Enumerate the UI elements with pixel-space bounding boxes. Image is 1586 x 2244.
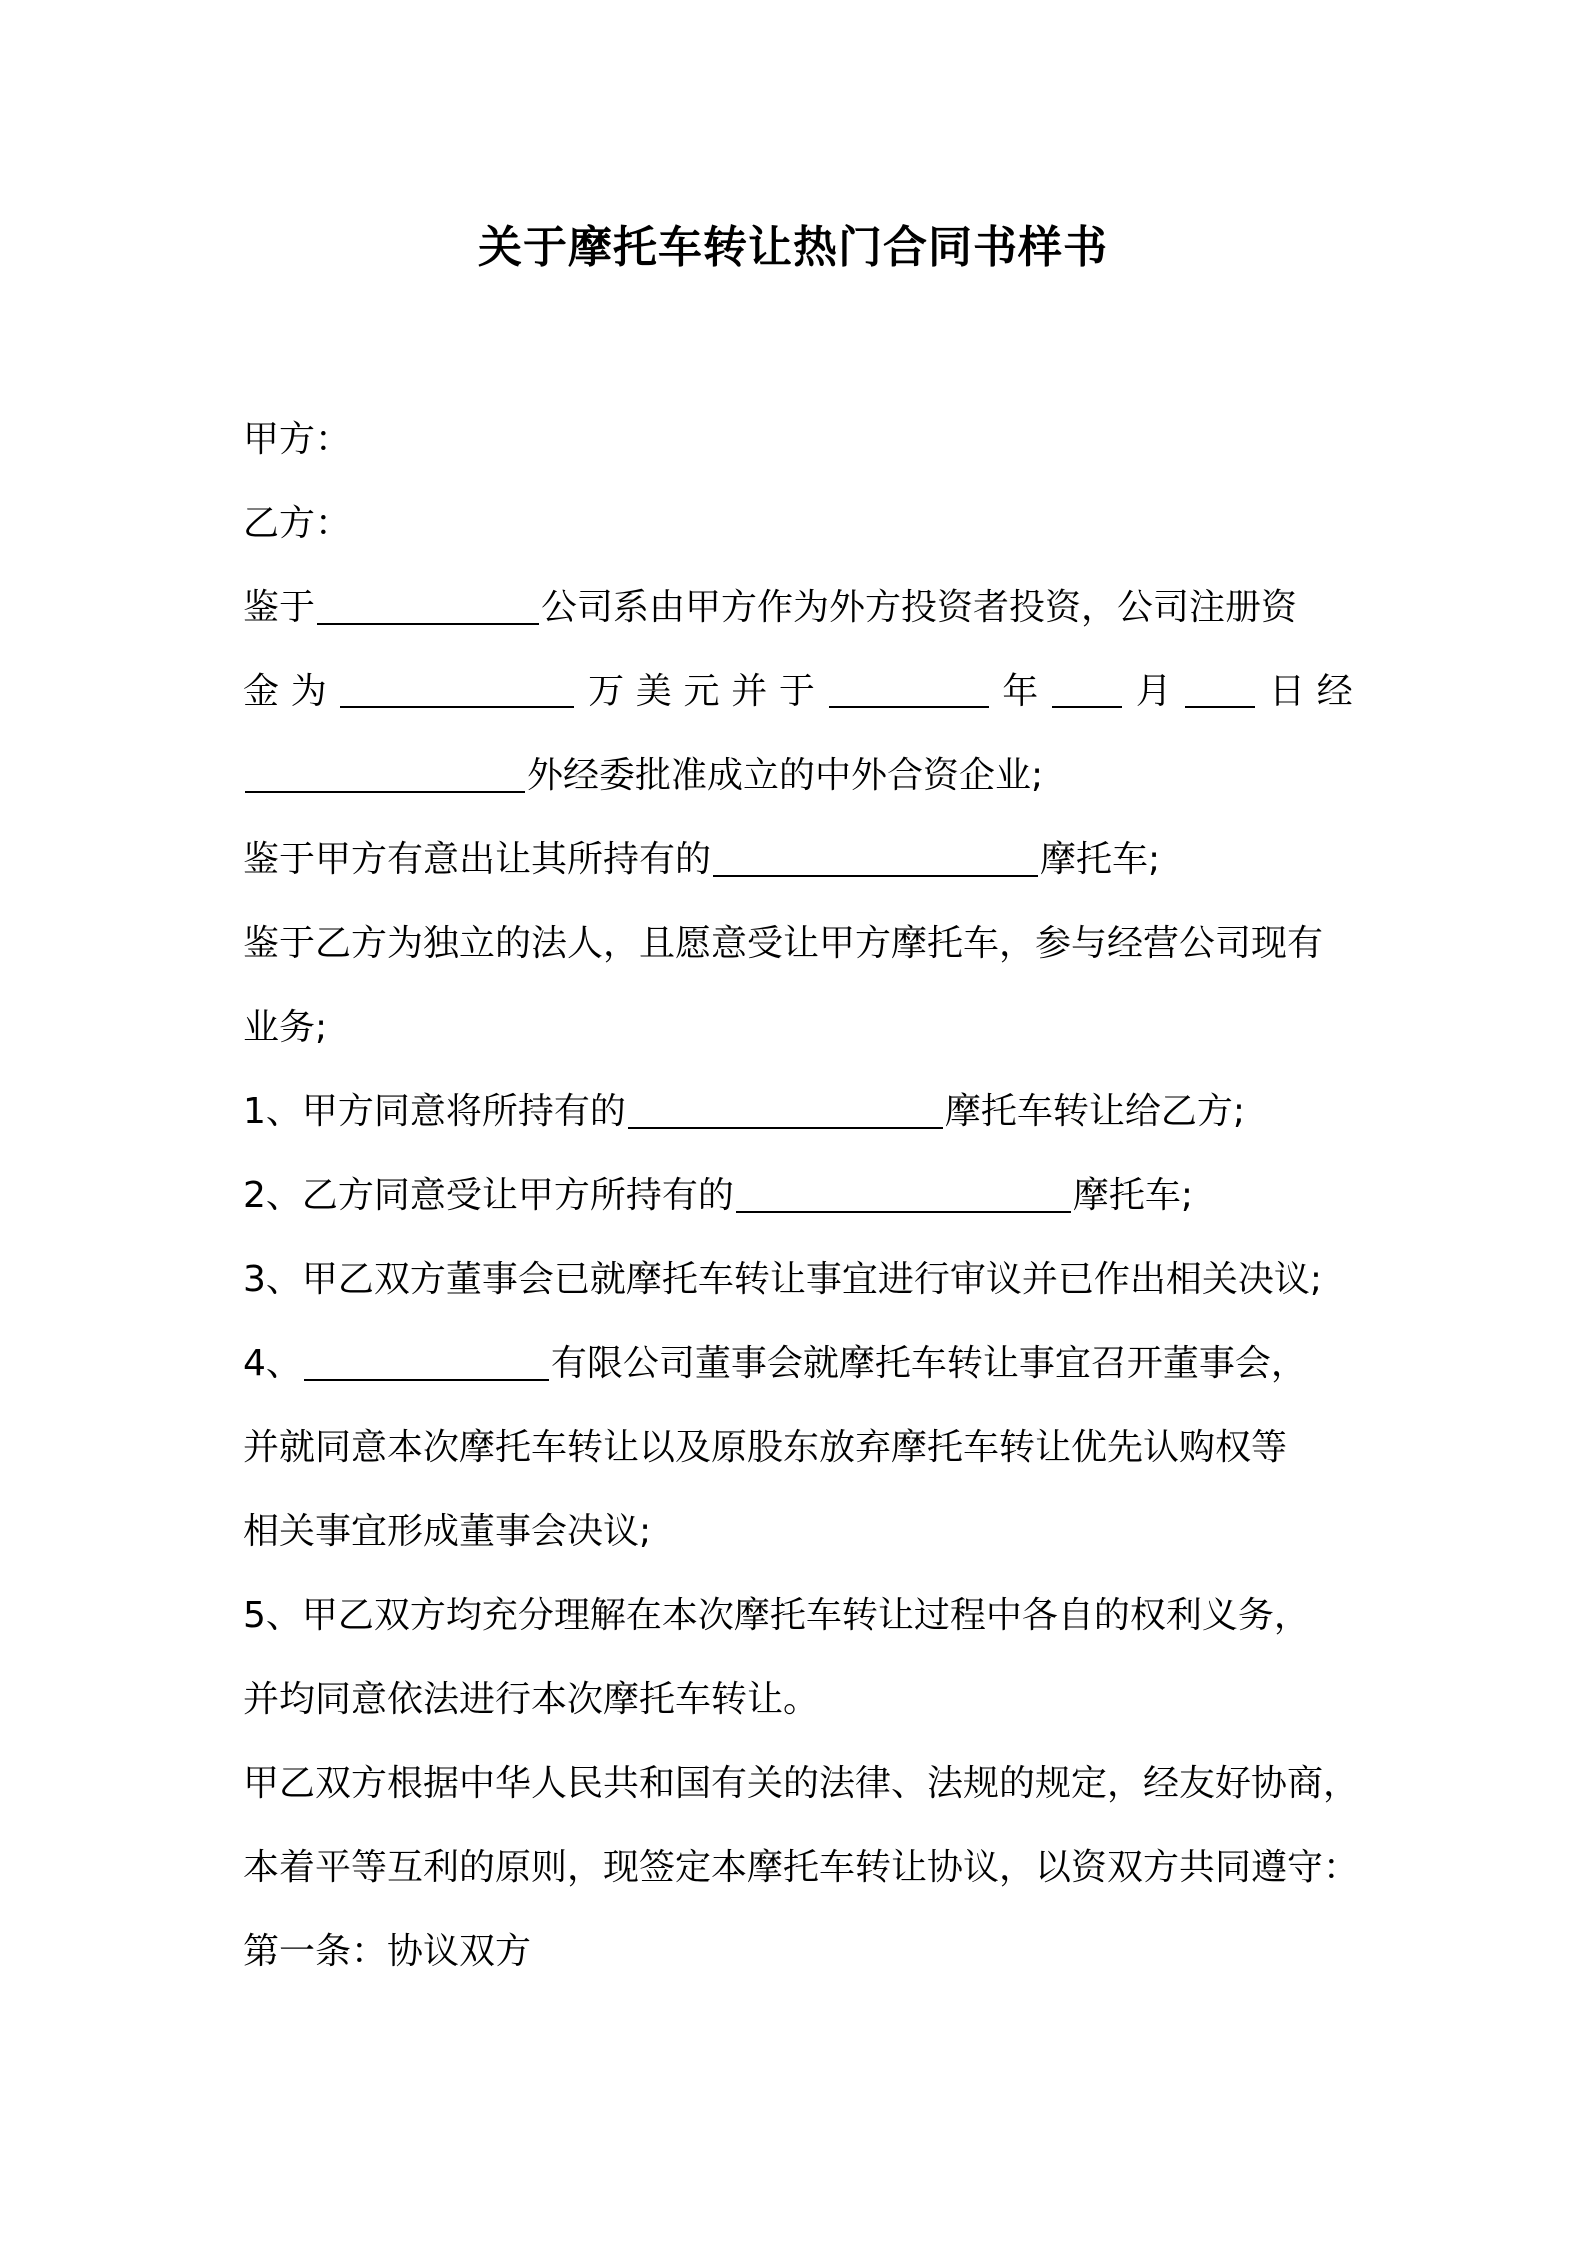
motorcycle-blank-2[interactable]: [628, 1097, 943, 1129]
clause-2: 2、乙方同意受让甲方所持有的 摩托车;: [243, 1175, 1194, 1216]
day-blank[interactable]: [1185, 676, 1255, 708]
recital-1-line-1: [243, 566, 1353, 650]
recital-1-prefix: 鉴于: [243, 587, 316, 628]
recital-3-line-1: 鉴于乙方为独立的法人，且愿意受让甲方摩托车，参与经营公司现有: [243, 923, 1324, 964]
document-body: [243, 398, 1360, 1994]
recital-2: 鉴于甲方有意出让其所持有的 摩托车;: [243, 839, 1161, 880]
clause-5-line-2: 并均同意依法进行本次摩托车转让。: [243, 1679, 820, 1720]
party-a-label: 甲方：: [243, 419, 352, 460]
capital-amount-blank[interactable]: [340, 676, 574, 708]
clause-1: 1、甲方同意将所持有的 摩托车转让给乙方;: [243, 1091, 1246, 1132]
recital-3-line-2: 业务;: [243, 1007, 328, 1048]
article-1-heading: 第一条：协议双方: [243, 1931, 532, 1972]
company-blank-2[interactable]: [304, 1349, 549, 1381]
approval-authority-blank[interactable]: [245, 761, 525, 793]
document-title: 关于摩托车转让热门合同书样书: [478, 222, 1108, 273]
month-blank[interactable]: [1052, 676, 1122, 708]
recital-1-line-3-text: 外经委批准成立的中外合资企业;: [527, 755, 1044, 796]
party-b-label: 乙方：: [243, 503, 352, 544]
clause-4-line-1: 4、 有限公司董事会就摩托车转让事宜召开董事会，: [243, 1343, 1307, 1384]
recital-1-suffix: 公司系由甲方作为外方投资者投资，公司注册资: [541, 587, 1298, 628]
recital-1-line-3: [243, 734, 1353, 818]
clause-3: 3、甲乙双方董事会已就摩托车转让事宜进行审议并已作出相关决议;: [243, 1259, 1323, 1300]
year-blank[interactable]: [829, 676, 989, 708]
clause-4-line-3: 相关事宜形成董事会决议;: [243, 1511, 652, 1552]
company-name-blank[interactable]: [317, 593, 539, 625]
clause-4-line-2: 并就同意本次摩托车转让以及原股东放弃摩托车转让优先认购权等: [243, 1427, 1288, 1468]
motorcycle-blank-3[interactable]: [736, 1181, 1071, 1213]
motorcycle-blank-1[interactable]: [713, 845, 1038, 877]
clause-5-line-1: 5、甲乙双方均充分理解在本次摩托车转让过程中各自的权利义务，: [243, 1595, 1310, 1636]
preamble-line-1: 甲乙双方根据中华人民共和国有关的法律、法规的规定，经友好协商，: [243, 1763, 1360, 1804]
recital-1-line-2: 金 为 万 美 元 并 于 年 月 日 经: [243, 671, 1353, 712]
preamble-line-2: 本着平等互利的原则，现签定本摩托车转让协议，以资双方共同遵守：: [243, 1847, 1360, 1888]
